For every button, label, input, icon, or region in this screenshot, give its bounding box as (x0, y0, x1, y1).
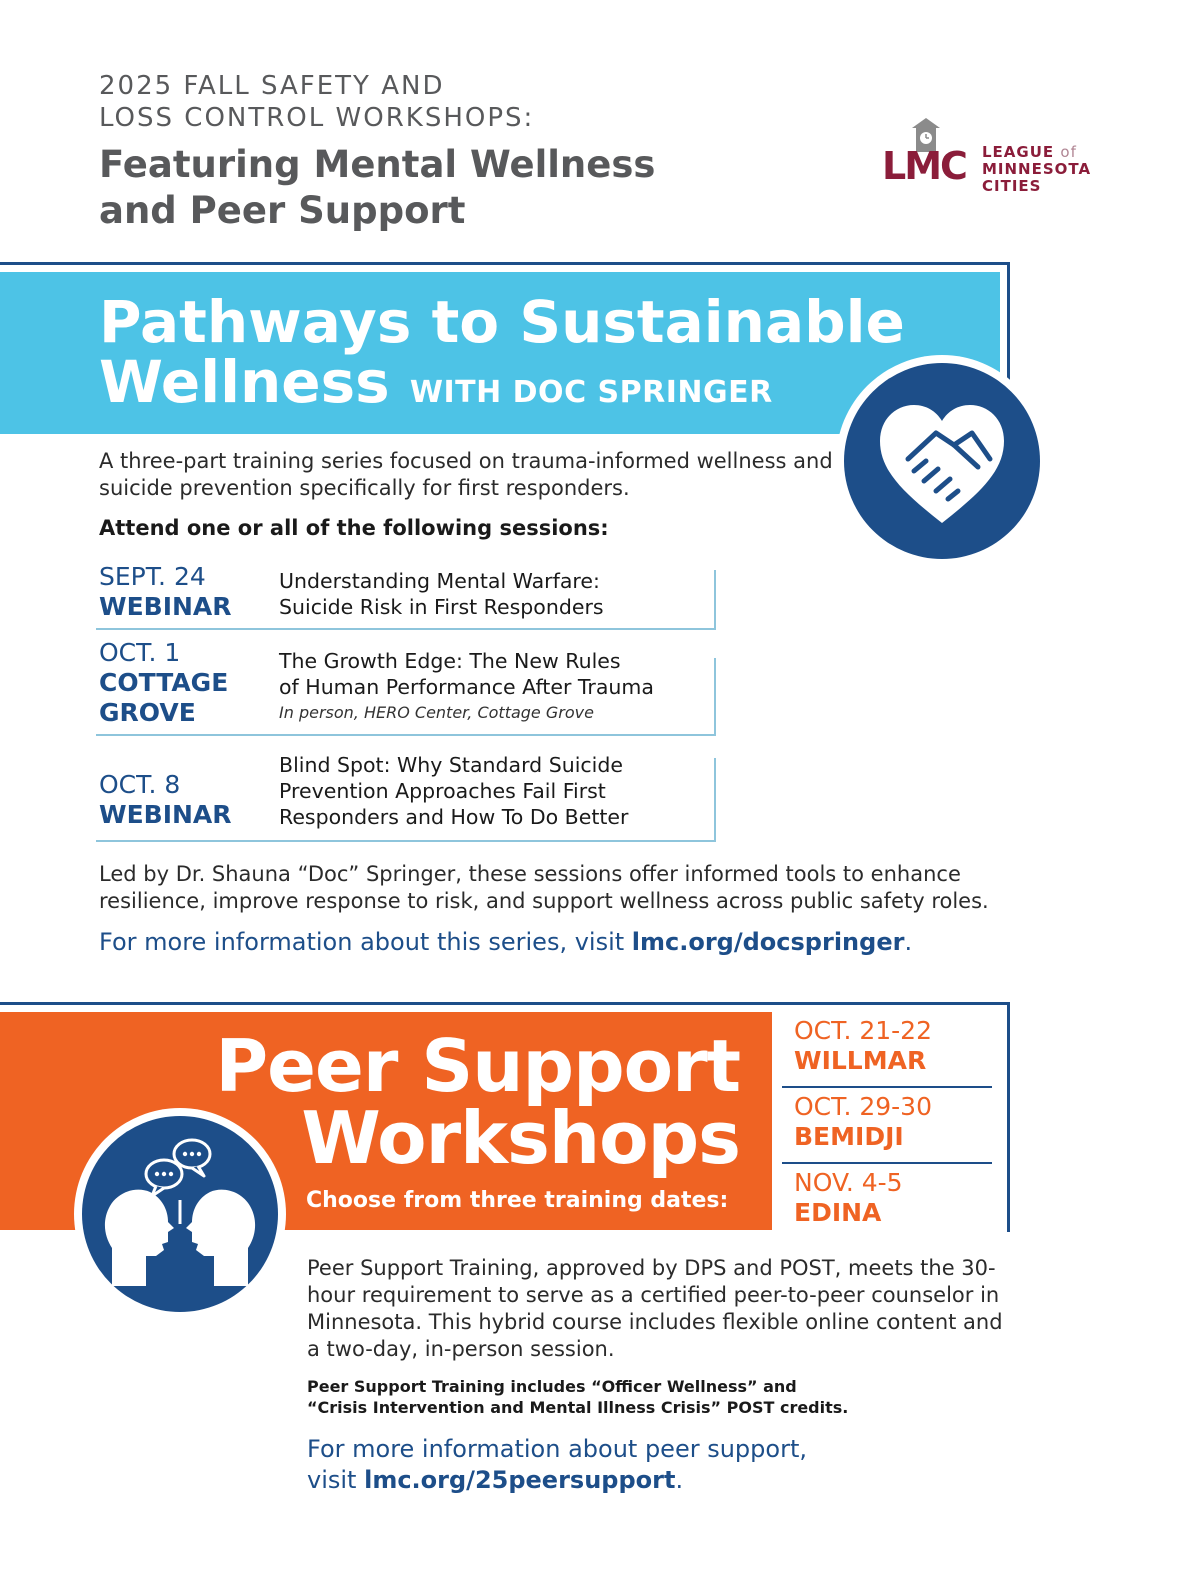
session-title (279, 648, 654, 724)
peer-title (200, 1024, 740, 1180)
header-kicker-line1: 2025 FALL SAFETY AND (99, 71, 445, 101)
peer-credits-line2: “Crisis Intervention and Mental Illness Crisis” POST credits. (307, 1398, 849, 1417)
session-place: GROVE (99, 698, 196, 727)
session-date-block (99, 638, 228, 728)
peer-description: Peer Support Training, approved by DPS and POST, meets the 30-hour requirement to serve as a certified peer-to-peer counselor in Minnesota. This hybrid course includes flexible online content and a two-day, in-person session. (307, 1256, 1003, 1361)
wellness-title (99, 288, 905, 423)
session-date-block (99, 770, 232, 830)
session-place: WEBINAR (99, 800, 232, 829)
logo-wordmark (982, 144, 1091, 195)
heart-handshake-badge (836, 355, 1048, 567)
heart-handshake-icon (844, 363, 1040, 559)
peer-date: NOV. 4-5 (794, 1168, 903, 1197)
logo-word-minnesota: MINNESOTA (982, 160, 1092, 178)
session-title (279, 752, 628, 830)
led-by-text: Led by Dr. Shauna “Doc” Springer, these sessions offer informed tools to enhance resilience, improve response to risk, and support wellness across public safety roles. (99, 862, 989, 913)
wellness-intro: A three-part training series focused on trauma-informed wellness and suicide prevention specifically for first responders. (99, 449, 833, 500)
session-title-line: Understanding Mental Warfare: (279, 569, 600, 593)
peer-place: EDINA (794, 1198, 882, 1227)
session-date-block (99, 562, 232, 622)
session-date: SEPT. 24 (99, 562, 206, 591)
session-row (96, 750, 716, 842)
session-row (96, 562, 716, 630)
session-title-line: Blind Spot: Why Standard Suicide (279, 753, 623, 777)
peer-date-item (782, 1168, 992, 1234)
session-date: OCT. 8 (99, 770, 181, 799)
peer-more-info (307, 1434, 1007, 1496)
wellness-title-line2: Wellness (99, 348, 390, 416)
peer-more-line1: For more information about peer support, (307, 1435, 807, 1463)
wellness-more-end: . (904, 928, 913, 956)
page-title-line2: and Peer Support (99, 189, 466, 232)
session-title-line: Suicide Risk in First Responders (279, 595, 604, 619)
session-title (279, 568, 604, 620)
session-place: COTTAGE (99, 668, 229, 697)
logo-word-league: LEAGUE (982, 143, 1055, 161)
lmc-logo (882, 118, 1112, 198)
session-row (96, 638, 716, 736)
peer-conversation-icon (82, 1116, 278, 1312)
session-date: OCT. 1 (99, 638, 181, 667)
session-place: WEBINAR (99, 592, 232, 621)
peer-more-visit: visit (307, 1466, 365, 1494)
wellness-title-line1: Pathways to Sustainable (99, 288, 905, 356)
logo-word-of: of (1060, 143, 1077, 161)
page-title-line1: Featuring Mental Wellness (99, 143, 656, 186)
peer-conversation-badge (74, 1108, 286, 1320)
wellness-more-link[interactable]: lmc.org/docspringer (631, 928, 905, 956)
logo-word-cities: CITIES (982, 177, 1042, 195)
peer-date-item (782, 1016, 992, 1088)
session-title-line: Responders and How To Do Better (279, 805, 629, 829)
peer-title-line1: Peer Support (215, 1024, 740, 1108)
header-kicker (99, 70, 719, 134)
peer-choose-dates: Choose from three training dates: (306, 1188, 729, 1213)
session-title-line: Prevention Approaches Fail First (279, 779, 606, 803)
wellness-more-info (99, 928, 912, 956)
peer-place: BEMIDJI (794, 1122, 904, 1151)
wellness-title-with: WITH DOC SPRINGER (409, 375, 773, 410)
peer-date: OCT. 21-22 (794, 1016, 932, 1045)
header-kicker-line2: LOSS CONTROL WORKSHOPS: (99, 103, 535, 133)
logo-mark: LMC (882, 144, 966, 188)
peer-credits (307, 1376, 947, 1418)
attend-heading: Attend one or all of the following sessions: (99, 516, 609, 540)
peer-more-end: . (675, 1466, 684, 1494)
wellness-more-text: For more information about this series, visit (99, 928, 632, 956)
session-title-line: of Human Performance After Trauma (279, 675, 654, 699)
session-title-line: The Growth Edge: The New Rules (279, 649, 621, 673)
peer-more-link[interactable]: lmc.org/25peersupport (364, 1466, 676, 1494)
peer-place: WILLMAR (794, 1046, 927, 1075)
peer-credits-line1: Peer Support Training includes “Officer Wellness” and (307, 1377, 797, 1396)
session-note: In person, HERO Center, Cottage Grove (279, 703, 594, 722)
peer-date-item (782, 1092, 992, 1164)
peer-date: OCT. 29-30 (794, 1092, 932, 1121)
peer-title-line2: Workshops (301, 1096, 740, 1180)
page-title (99, 142, 739, 234)
